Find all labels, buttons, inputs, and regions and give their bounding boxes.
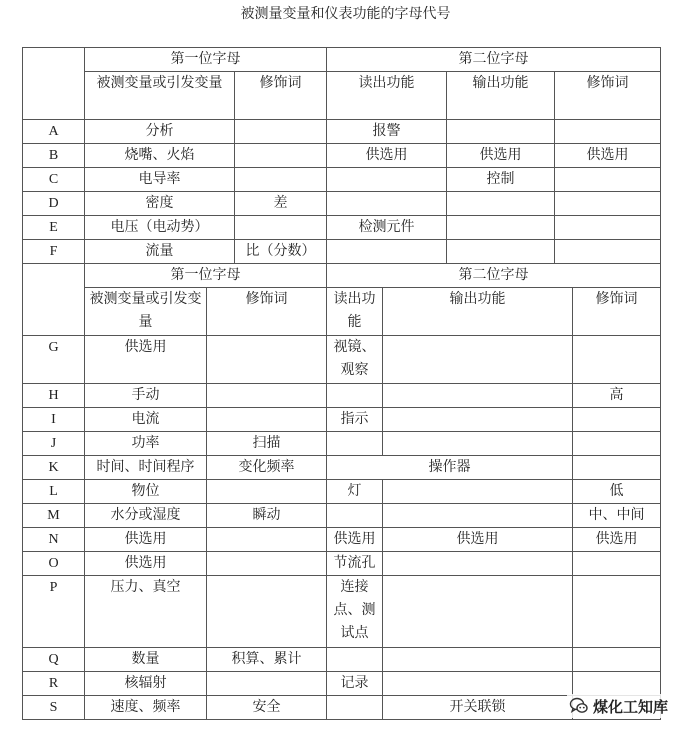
- readout-cell: [327, 504, 383, 528]
- table-row-i: [23, 408, 661, 432]
- readout-cell: [327, 192, 447, 216]
- letter-code-table-1: [22, 47, 661, 264]
- modifier2-cell: [573, 552, 661, 576]
- table-row-b: [23, 144, 661, 168]
- measured-variable-cell: 电压（电动势）: [85, 216, 235, 240]
- letter-cell: D: [23, 192, 85, 216]
- output-cell: [447, 216, 555, 240]
- table-row-a: [23, 120, 661, 144]
- readout-cell: 视镜、观察: [327, 336, 383, 384]
- modifier2-cell: [555, 120, 661, 144]
- table-row-c: [23, 168, 661, 192]
- table-row-g: [23, 336, 661, 384]
- modifier2-cell: [573, 576, 661, 648]
- measured-variable-cell: 密度: [85, 192, 235, 216]
- measured-variable-cell: 供选用: [85, 528, 207, 552]
- output-cell: 控制: [447, 168, 555, 192]
- letter-cell: S: [23, 696, 85, 720]
- measured-variable-cell: 速度、频率: [85, 696, 207, 720]
- letter-cell: Q: [23, 648, 85, 672]
- readout-cell: [327, 432, 383, 456]
- modifier2-cell: [573, 456, 661, 480]
- letter-code-table-2: [22, 263, 661, 720]
- modifier2-cell: [573, 408, 661, 432]
- letter-cell: M: [23, 504, 85, 528]
- modifier-cell: [207, 408, 327, 432]
- header-measured-variable: 被测变量或引发变量: [85, 72, 235, 120]
- table-row-l: [23, 480, 661, 504]
- header-modifier-second: 修饰词: [555, 72, 661, 120]
- measured-variable-cell: 数量: [85, 648, 207, 672]
- table-row-d: [23, 192, 661, 216]
- letter-cell: H: [23, 384, 85, 408]
- letter-cell: R: [23, 672, 85, 696]
- header-output-function: 输出功能: [447, 72, 555, 120]
- letter-cell: B: [23, 144, 85, 168]
- output-cell: [447, 192, 555, 216]
- readout-cell: 供选用: [327, 144, 447, 168]
- readout-cell: 灯: [327, 480, 383, 504]
- header-readout-function: 读出功能: [327, 72, 447, 120]
- modifier-cell: [207, 336, 327, 384]
- letter-cell: K: [23, 456, 85, 480]
- modifier-cell: [207, 552, 327, 576]
- output-cell: [447, 120, 555, 144]
- table-row-f: [23, 240, 661, 264]
- measured-variable-cell: 压力、真空: [85, 576, 207, 648]
- group-header-first: 第一位字母: [85, 264, 327, 288]
- modifier2-cell: [555, 216, 661, 240]
- output-cell: [383, 384, 573, 408]
- modifier-cell: [235, 120, 327, 144]
- modifier2-cell: 低: [573, 480, 661, 504]
- table-row-q: [23, 648, 661, 672]
- table-row-o: [23, 552, 661, 576]
- readout-cell: 节流孔: [327, 552, 383, 576]
- measured-variable-cell: 水分或湿度: [85, 504, 207, 528]
- group-header-second: 第二位字母: [327, 48, 661, 72]
- readout-cell: 检测元件: [327, 216, 447, 240]
- modifier-cell: 积算、累计: [207, 648, 327, 672]
- measured-variable-cell: 核辐射: [85, 672, 207, 696]
- measured-variable-cell: 电导率: [85, 168, 235, 192]
- readout-cell: [327, 240, 447, 264]
- modifier-cell: [235, 168, 327, 192]
- modifier-cell: [207, 384, 327, 408]
- measured-variable-cell: 时间、时间程序: [85, 456, 207, 480]
- output-cell: [383, 336, 573, 384]
- group-header-first: 第一位字母: [85, 48, 327, 72]
- readout-cell: [327, 648, 383, 672]
- output-cell: 供选用: [447, 144, 555, 168]
- modifier-cell: 瞬动: [207, 504, 327, 528]
- readout-cell: [327, 168, 447, 192]
- modifier2-cell: [573, 432, 661, 456]
- header-modifier-first: 修饰词: [207, 288, 327, 336]
- measured-variable-cell: 分析: [85, 120, 235, 144]
- modifier2-cell: [573, 648, 661, 672]
- modifier2-cell: 中、中间: [573, 504, 661, 528]
- table-row-e: [23, 216, 661, 240]
- modifier-cell: 变化频率: [207, 456, 327, 480]
- page-title: [0, 5, 685, 23]
- table-row-n: [23, 528, 661, 552]
- watermark: [567, 694, 670, 718]
- letter-cell: L: [23, 480, 85, 504]
- letter-cell: N: [23, 528, 85, 552]
- letter-cell: A: [23, 120, 85, 144]
- page-title-text: 被测量变量和仪表功能的字母代号: [240, 6, 451, 22]
- readout-cell: 连接点、测试点: [327, 576, 383, 648]
- watermark-text: 煤化工知库: [592, 697, 668, 716]
- header-readout-function: 读出功能: [327, 288, 383, 336]
- modifier-cell: 安全: [207, 696, 327, 720]
- measured-variable-cell: 供选用: [85, 552, 207, 576]
- letter-cell: I: [23, 408, 85, 432]
- output-cell: [383, 432, 573, 456]
- table-row-s: [23, 696, 661, 720]
- modifier-cell: [235, 216, 327, 240]
- measured-variable-cell: 供选用: [85, 336, 207, 384]
- modifier2-cell: 供选用: [555, 144, 661, 168]
- table-row-p: [23, 576, 661, 648]
- letter-cell: F: [23, 240, 85, 264]
- header-modifier-second: 修饰词: [573, 288, 661, 336]
- modifier-cell: [207, 528, 327, 552]
- output-cell: [383, 480, 573, 504]
- readout-cell: [327, 384, 383, 408]
- measured-variable-cell: 功率: [85, 432, 207, 456]
- modifier-cell: [235, 144, 327, 168]
- modifier2-cell: [555, 192, 661, 216]
- output-cell: 供选用: [383, 528, 573, 552]
- letter-cell: J: [23, 432, 85, 456]
- modifier2-cell: 高: [573, 384, 661, 408]
- modifier-cell: [207, 576, 327, 648]
- measured-variable-cell: 手动: [85, 384, 207, 408]
- output-cell: [447, 240, 555, 264]
- output-cell: [383, 576, 573, 648]
- measured-variable-cell: 流量: [85, 240, 235, 264]
- readout-cell: 记录: [327, 672, 383, 696]
- wechat-icon: [569, 696, 589, 716]
- table-row-h: [23, 384, 661, 408]
- table-row-j: [23, 432, 661, 456]
- header-modifier-first: 修饰词: [235, 72, 327, 120]
- readout-cell: 供选用: [327, 528, 383, 552]
- readout-cell: 报警: [327, 120, 447, 144]
- group-header-second: 第二位字母: [327, 264, 661, 288]
- modifier2-cell: [573, 336, 661, 384]
- letter-cell: E: [23, 216, 85, 240]
- letter-cell: P: [23, 576, 85, 648]
- modifier-cell: 比（分数）: [235, 240, 327, 264]
- letter-cell: O: [23, 552, 85, 576]
- letter-cell: G: [23, 336, 85, 384]
- modifier-cell: [207, 672, 327, 696]
- output-cell: 开关联锁: [383, 696, 573, 720]
- output-cell: [383, 408, 573, 432]
- modifier2-cell: 供选用: [573, 528, 661, 552]
- table-row-k: [23, 456, 661, 480]
- modifier2-cell: [573, 672, 661, 696]
- readout-output-merged-cell: 操作器: [327, 456, 573, 480]
- table-row-m: [23, 504, 661, 528]
- output-cell: [383, 672, 573, 696]
- measured-variable-cell: 烧嘴、火焰: [85, 144, 235, 168]
- modifier-cell: [207, 480, 327, 504]
- output-cell: [383, 552, 573, 576]
- modifier-cell: 差: [235, 192, 327, 216]
- header-output-function: 输出功能: [383, 288, 573, 336]
- letter-cell: C: [23, 168, 85, 192]
- modifier-cell: 扫描: [207, 432, 327, 456]
- modifier2-cell: [555, 168, 661, 192]
- measured-variable-cell: 物位: [85, 480, 207, 504]
- readout-cell: [327, 696, 383, 720]
- output-cell: [383, 648, 573, 672]
- table-row-r: [23, 672, 661, 696]
- modifier2-cell: [555, 240, 661, 264]
- measured-variable-cell: 电流: [85, 408, 207, 432]
- output-cell: [383, 504, 573, 528]
- header-measured-variable: 被测变量或引发变量: [85, 288, 207, 336]
- readout-cell: 指示: [327, 408, 383, 432]
- corner-cell: [23, 48, 85, 120]
- corner-cell: [23, 264, 85, 336]
